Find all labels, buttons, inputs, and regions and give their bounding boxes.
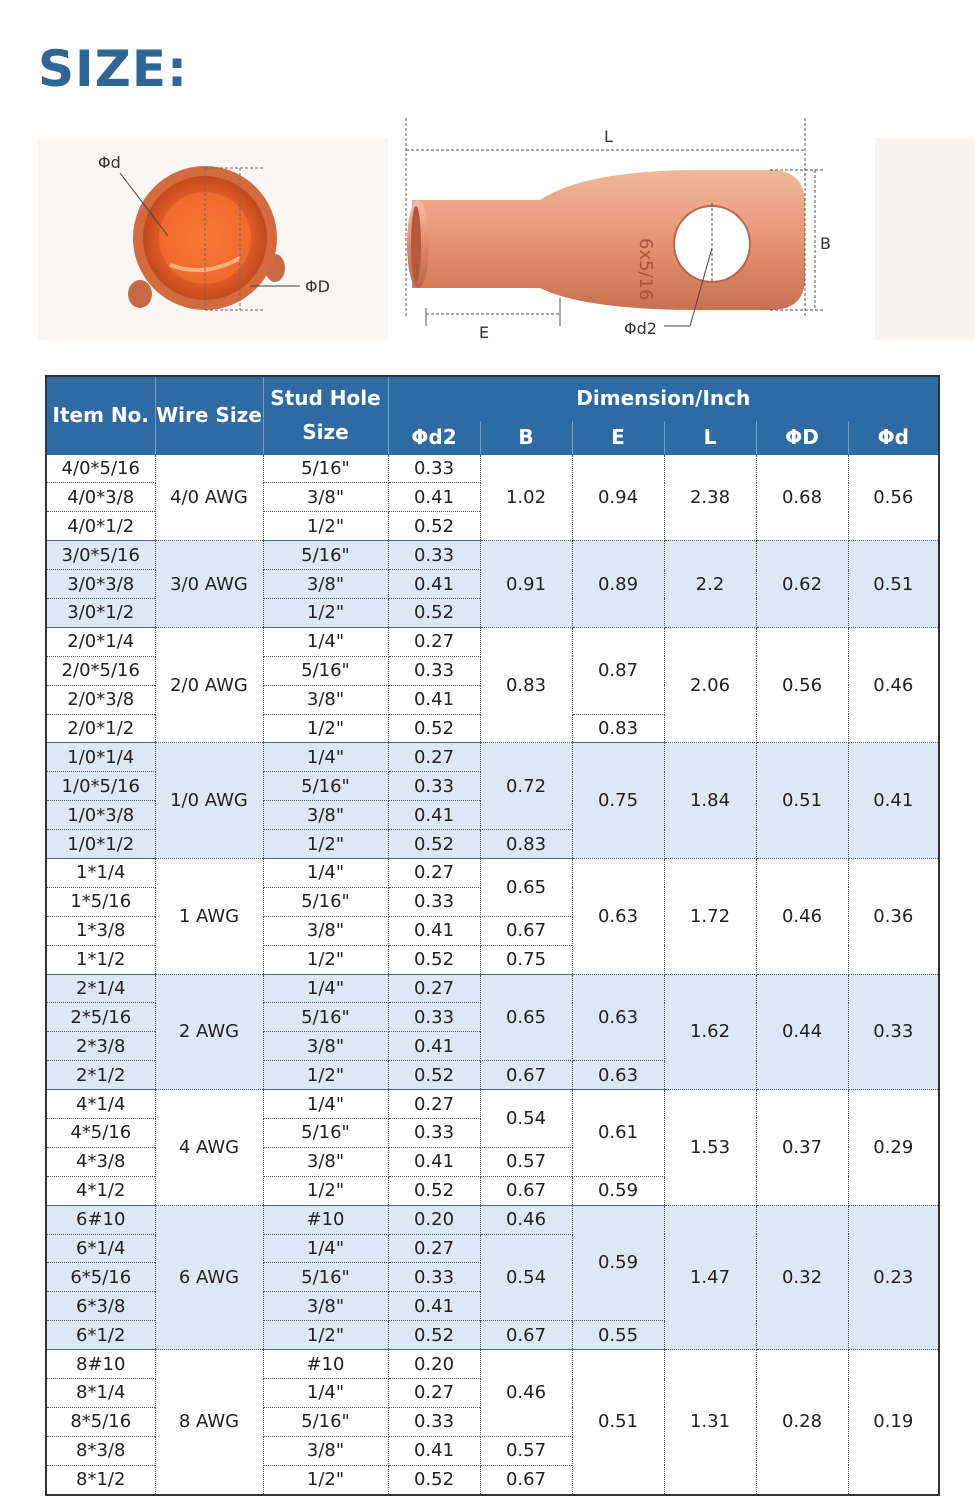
stud-size-cell: 1/2" <box>263 830 388 859</box>
item-no-cell: 1/0*5/16 <box>46 772 155 801</box>
e-cell: 0.89 <box>572 541 664 628</box>
b-cell: 0.83 <box>480 830 572 859</box>
label-phi-D: ΦD <box>305 277 330 296</box>
stud-size-cell: 3/8" <box>263 685 388 714</box>
e-cell: 0.63 <box>572 1061 664 1090</box>
wire-size-cell: 3/0 AWG <box>155 541 263 628</box>
e-cell: 0.51 <box>572 1350 664 1495</box>
d2-cell: 0.41 <box>388 483 480 512</box>
d2-cell: 0.52 <box>388 1061 480 1090</box>
stud-size-cell: 1/4" <box>263 1234 388 1263</box>
item-no-cell: 2/0*1/2 <box>46 714 155 743</box>
wire-size-cell: 4/0 AWG <box>155 454 263 541</box>
item-no-cell: 6#10 <box>46 1205 155 1234</box>
l-cell: 1.53 <box>664 1090 756 1206</box>
lug-side-view <box>406 118 825 326</box>
e-cell: 0.83 <box>572 714 664 743</box>
stud-size-cell: 5/16" <box>263 1263 388 1292</box>
table-body <box>46 454 939 1495</box>
item-no-cell: 4/0*5/16 <box>46 454 155 483</box>
dimension-table <box>45 375 940 1496</box>
item-no-cell: 3/0*5/16 <box>46 541 155 570</box>
stud-size-cell: 5/16" <box>263 887 388 916</box>
item-no-cell: 8*5/16 <box>46 1407 155 1436</box>
b-cell: 0.67 <box>480 1465 572 1494</box>
id-cell: 0.56 <box>848 454 939 541</box>
d2-cell: 0.27 <box>388 858 480 887</box>
stud-size-cell: 1/4" <box>263 974 388 1003</box>
b-cell: 0.46 <box>480 1350 572 1437</box>
id-cell: 0.29 <box>848 1090 939 1206</box>
item-no-cell: 1/0*3/8 <box>46 801 155 830</box>
item-no-cell: 2*3/8 <box>46 1032 155 1061</box>
table-row <box>46 541 939 570</box>
d2-cell: 0.52 <box>388 1321 480 1350</box>
wire-size-cell: 4 AWG <box>155 1090 263 1206</box>
d2-cell: 0.52 <box>388 1176 480 1205</box>
d2-cell: 0.52 <box>388 598 480 627</box>
lug-diagram <box>0 118 975 350</box>
d2-cell: 0.33 <box>388 1118 480 1147</box>
wire-size-cell: 2 AWG <box>155 974 263 1090</box>
l-cell: 1.31 <box>664 1350 756 1495</box>
item-no-cell: 2*1/2 <box>46 1061 155 1090</box>
e-cell: 0.94 <box>572 454 664 541</box>
b-cell: 0.67 <box>480 916 572 945</box>
d2-cell: 0.20 <box>388 1205 480 1234</box>
d2-cell: 0.41 <box>388 570 480 599</box>
item-no-cell: 8#10 <box>46 1350 155 1379</box>
d2-cell: 0.20 <box>388 1350 480 1379</box>
b-cell: 0.72 <box>480 743 572 830</box>
stud-size-cell: 1/2" <box>263 1176 388 1205</box>
stud-size-cell: 1/2" <box>263 1061 388 1090</box>
b-cell: 0.54 <box>480 1234 572 1321</box>
item-no-cell: 8*1/2 <box>46 1465 155 1494</box>
od-cell: 0.28 <box>756 1350 848 1495</box>
stud-size-cell: 1/2" <box>263 598 388 627</box>
header-e: E <box>572 420 664 454</box>
l-cell: 1.62 <box>664 974 756 1090</box>
stud-size-cell: 1/4" <box>263 627 388 656</box>
wire-size-cell: 8 AWG <box>155 1350 263 1495</box>
side-panel-background <box>875 138 975 340</box>
item-no-cell: 1*3/8 <box>46 916 155 945</box>
stud-size-cell: 5/16" <box>263 454 388 483</box>
d2-cell: 0.33 <box>388 541 480 570</box>
stud-size-cell: 1/4" <box>263 858 388 887</box>
item-no-cell: 6*3/8 <box>46 1292 155 1321</box>
b-cell: 0.67 <box>480 1321 572 1350</box>
table-row <box>46 627 939 656</box>
table-row <box>46 1205 939 1234</box>
d2-cell: 0.41 <box>388 801 480 830</box>
item-no-cell: 1/0*1/4 <box>46 743 155 772</box>
label-L: L <box>604 127 613 146</box>
item-no-cell: 4/0*3/8 <box>46 483 155 512</box>
d2-cell: 0.33 <box>388 772 480 801</box>
b-cell: 0.67 <box>480 1061 572 1090</box>
e-cell: 0.63 <box>572 858 664 974</box>
od-cell: 0.56 <box>756 627 848 743</box>
table-row <box>46 743 939 772</box>
stud-size-cell: 5/16" <box>263 1003 388 1032</box>
l-cell: 2.06 <box>664 627 756 743</box>
item-no-cell: 2/0*5/16 <box>46 656 155 685</box>
stud-size-cell: 3/8" <box>263 916 388 945</box>
stud-size-cell: 3/8" <box>263 801 388 830</box>
stud-size-cell: 3/8" <box>263 570 388 599</box>
stud-size-cell: 3/8" <box>263 1032 388 1061</box>
od-cell: 0.44 <box>756 974 848 1090</box>
id-cell: 0.33 <box>848 974 939 1090</box>
d2-cell: 0.52 <box>388 945 480 974</box>
item-no-cell: 2/0*1/4 <box>46 627 155 656</box>
label-phi-d2: Φd2 <box>624 319 657 338</box>
d2-cell: 0.33 <box>388 1263 480 1292</box>
header-l: L <box>664 420 756 454</box>
l-cell: 2.2 <box>664 541 756 628</box>
b-cell: 0.83 <box>480 627 572 743</box>
d2-cell: 0.41 <box>388 1292 480 1321</box>
table-row <box>46 858 939 887</box>
l-cell: 2.38 <box>664 454 756 541</box>
stud-size-cell: 3/8" <box>263 483 388 512</box>
label-B: B <box>820 234 831 253</box>
stud-size-cell: 5/16" <box>263 772 388 801</box>
stud-size-cell: 3/8" <box>263 1292 388 1321</box>
d2-cell: 0.33 <box>388 454 480 483</box>
b-cell: 0.91 <box>480 541 572 628</box>
item-no-cell: 1*5/16 <box>46 887 155 916</box>
d2-cell: 0.41 <box>388 1436 480 1465</box>
header-item-no: Item No. <box>46 376 155 454</box>
id-cell: 0.23 <box>848 1205 939 1349</box>
header-d2: Φd2 <box>388 420 480 454</box>
stud-size-cell: 1/2" <box>263 512 388 541</box>
item-no-cell: 6*1/2 <box>46 1321 155 1350</box>
d2-cell: 0.33 <box>388 887 480 916</box>
label-phi-d: Φd <box>98 153 121 172</box>
item-no-cell: 4/0*1/2 <box>46 512 155 541</box>
header-b: B <box>480 420 572 454</box>
e-cell: 0.87 <box>572 627 664 714</box>
d2-cell: 0.41 <box>388 685 480 714</box>
item-no-cell: 4*1/4 <box>46 1090 155 1119</box>
item-no-cell: 8*1/4 <box>46 1379 155 1408</box>
b-cell: 0.57 <box>480 1436 572 1465</box>
stud-size-cell: 1/2" <box>263 1465 388 1494</box>
table-row <box>46 1350 939 1379</box>
od-cell: 0.62 <box>756 541 848 628</box>
wire-size-cell: 6 AWG <box>155 1205 263 1349</box>
item-no-cell: 3/0*1/2 <box>46 598 155 627</box>
e-cell: 0.63 <box>572 974 664 1061</box>
wire-size-cell: 1/0 AWG <box>155 743 263 859</box>
item-no-cell: 4*1/2 <box>46 1176 155 1205</box>
d2-cell: 0.41 <box>388 1147 480 1176</box>
b-cell: 0.67 <box>480 1176 572 1205</box>
od-cell: 0.32 <box>756 1205 848 1349</box>
d2-cell: 0.41 <box>388 916 480 945</box>
d2-cell: 0.33 <box>388 1003 480 1032</box>
item-no-cell: 2*1/4 <box>46 974 155 1003</box>
e-cell: 0.61 <box>572 1090 664 1177</box>
b-cell: 0.54 <box>480 1090 572 1148</box>
label-E: E <box>479 323 490 342</box>
stud-size-cell: 3/8" <box>263 1436 388 1465</box>
stud-size-cell: 1/4" <box>263 743 388 772</box>
header-id: Φd <box>848 420 939 454</box>
table-row <box>46 454 939 483</box>
b-cell: 0.65 <box>480 858 572 916</box>
stud-size-cell: #10 <box>263 1350 388 1379</box>
d2-cell: 0.27 <box>388 974 480 1003</box>
e-cell: 0.59 <box>572 1176 664 1205</box>
d2-cell: 0.27 <box>388 1379 480 1408</box>
od-cell: 0.37 <box>756 1090 848 1206</box>
d2-cell: 0.52 <box>388 512 480 541</box>
d2-cell: 0.27 <box>388 743 480 772</box>
id-cell: 0.41 <box>848 743 939 859</box>
stud-size-cell: 1/2" <box>263 945 388 974</box>
stud-size-cell: 1/2" <box>263 1321 388 1350</box>
d2-cell: 0.27 <box>388 1234 480 1263</box>
stud-size-cell: 3/8" <box>263 1147 388 1176</box>
stud-size-cell: 5/16" <box>263 656 388 685</box>
e-cell: 0.59 <box>572 1205 664 1321</box>
id-cell: 0.46 <box>848 627 939 743</box>
b-cell: 1.02 <box>480 454 572 541</box>
b-cell: 0.65 <box>480 974 572 1061</box>
lug-stamp: 6x5/16 <box>635 238 656 301</box>
d2-cell: 0.33 <box>388 1407 480 1436</box>
item-no-cell: 1*1/4 <box>46 858 155 887</box>
b-cell: 0.57 <box>480 1147 572 1176</box>
stud-size-cell: 1/2" <box>263 714 388 743</box>
stud-size-cell: 5/16" <box>263 541 388 570</box>
stud-size-cell: 5/16" <box>263 1407 388 1436</box>
id-cell: 0.19 <box>848 1350 939 1495</box>
header-stud-hole-size: Stud Hole Size <box>263 376 388 454</box>
item-no-cell: 4*3/8 <box>46 1147 155 1176</box>
od-cell: 0.51 <box>756 743 848 859</box>
item-no-cell: 1/0*1/2 <box>46 830 155 859</box>
d2-cell: 0.41 <box>388 1032 480 1061</box>
e-cell: 0.75 <box>572 743 664 859</box>
header-od: ΦD <box>756 420 848 454</box>
item-no-cell: 8*3/8 <box>46 1436 155 1465</box>
l-cell: 1.84 <box>664 743 756 859</box>
d2-cell: 0.33 <box>388 656 480 685</box>
stud-size-cell: #10 <box>263 1205 388 1234</box>
item-no-cell: 4*5/16 <box>46 1118 155 1147</box>
item-no-cell: 1*1/2 <box>46 945 155 974</box>
b-cell: 0.46 <box>480 1205 572 1234</box>
page-title: SIZE: <box>38 40 189 98</box>
e-cell: 0.55 <box>572 1321 664 1350</box>
d2-cell: 0.52 <box>388 830 480 859</box>
id-cell: 0.36 <box>848 858 939 974</box>
b-cell: 0.75 <box>480 945 572 974</box>
header-dimension: Dimension/Inch <box>388 376 939 420</box>
stud-size-cell: 1/4" <box>263 1379 388 1408</box>
l-cell: 1.72 <box>664 858 756 974</box>
od-cell: 0.46 <box>756 858 848 974</box>
item-no-cell: 2*5/16 <box>46 1003 155 1032</box>
item-no-cell: 3/0*3/8 <box>46 570 155 599</box>
item-no-cell: 6*5/16 <box>46 1263 155 1292</box>
item-no-cell: 2/0*3/8 <box>46 685 155 714</box>
l-cell: 1.47 <box>664 1205 756 1349</box>
wire-size-cell: 2/0 AWG <box>155 627 263 743</box>
od-cell: 0.68 <box>756 454 848 541</box>
header-wire-size: Wire Size <box>155 376 263 454</box>
stud-size-cell: 5/16" <box>263 1118 388 1147</box>
table-row <box>46 974 939 1003</box>
stud-size-cell: 1/4" <box>263 1090 388 1119</box>
d2-cell: 0.27 <box>388 627 480 656</box>
d2-cell: 0.27 <box>388 1090 480 1119</box>
wire-size-cell: 1 AWG <box>155 858 263 974</box>
table-row <box>46 1090 939 1119</box>
d2-cell: 0.52 <box>388 1465 480 1494</box>
id-cell: 0.51 <box>848 541 939 628</box>
item-no-cell: 6*1/4 <box>46 1234 155 1263</box>
d2-cell: 0.52 <box>388 714 480 743</box>
